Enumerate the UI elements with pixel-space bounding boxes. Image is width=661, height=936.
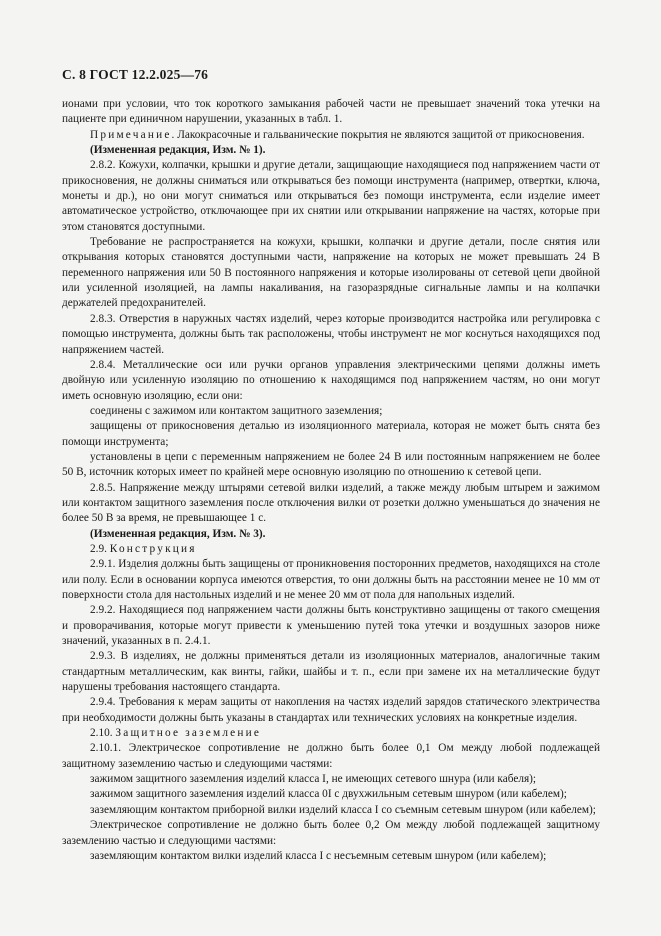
paragraph: 2.10.1. Электрическое сопротивление не должно быть более 0,1 Ом между любой подлежащей защитному заземлению частью и следующими частями: <box>62 742 600 770</box>
revision-note: (Измененная редакция, Изм. № 3). <box>90 527 266 540</box>
paragraph: 2.8.4. Металлические оси или ручки органов управления электрическими цепями должны иметь двойную или усиленную изоляцию по отношению к находящимся под напряжением частям, но они могут иметь основную изоляцию, если они: <box>62 358 600 402</box>
paragraph: Требование не распространяется на кожухи, крышки, колпачки и другие детали, после снятия или открывания которых становятся доступными части, напряжение на которых не может превышать 24 В переменного напряжения или 50 В постоянного напряжения и которые изолированы от сетевой цепи двойной или усиленной изоляцией, на лампы накаливания, на газоразрядные сигнальные лампы и на колпачки держателей предохранителей. <box>62 236 600 310</box>
section-heading <box>62 542 600 557</box>
paragraph: 2.8.5. Напряжение между штырями сетевой вилки изделий, а также между любым штырем и зажимом или контактом защитного заземления после отключения вилки от розетки должно уменьшаться до значения не более 50 В за время, не превышающее 1 с. <box>62 481 600 525</box>
paragraph: 2.8.2. Кожухи, колпачки, крышки и другие детали, защищающие находящиеся под напряжением части от прикосновения, не должны сниматься или открываться без помощи инструмента (например, отвертки, ключа, монеты и др.), но они могут сниматься или открываться без помощи инструмента, если изделие имеет автоматическое устройство, отключающее при их снятии или открывании напряжение на частях, которые при этом становятся доступными. <box>62 159 600 233</box>
list-item: заземляющим контактом приборной вилки изделий класса I со съемным сетевым шнуром (или кабелем); <box>90 803 596 816</box>
page-header: С. 8 ГОСТ 12.2.025—76 <box>62 67 209 82</box>
paragraph: 2.8.3. Отверстия в наружных частях изделий, через которые производится настройка или регулировка с помощью инструмента, должны быть так расположены, чтобы инструмент не мог коснуться находящихся под напряжением частей. <box>62 312 600 356</box>
revision-note: (Измененная редакция, Изм. № 1). <box>90 144 266 157</box>
list-item: зажимом защитного заземления изделий класса 0I с двухжильным сетевым шнуром (или кабелем); <box>90 788 567 801</box>
paragraph: 2.9.2. Находящиеся под напряжением части должны быть конструктивно защищены от такого смещения и проворачивания, которые могут привести к уменьшению путей тока утечки и воздушных зазоров ниже значений, указанных в п. 2.4.1. <box>62 604 600 648</box>
list-item: соединены с зажимом или контактом защитного заземления; <box>90 404 383 417</box>
section-number: 2.10. <box>90 727 113 740</box>
paragraph: 2.9.1. Изделия должны быть защищены от проникновения посторонних предметов, находящихся на столе или полу. Если в основании корпуса имеются отверстия, то они должны быть на расстоянии менее не 10 мм от поверхности стола для настольных изделий и не менее 20 мм от пола для напольных изделий. <box>62 558 600 601</box>
note-text: . Лакокрасочные и гальванические покрытия не являются защитой от прикосновения. <box>171 128 585 141</box>
document-body <box>62 97 600 864</box>
note-label: Примечание <box>90 128 172 141</box>
section-title: Конструкция <box>109 542 197 555</box>
paragraph: Электрическое сопротивление не должно быть более 0,2 Ом между любой подлежащей защитному заземлению частью и следующими частями: <box>62 819 600 847</box>
list-item: зажимом защитного заземления изделий класса I, не имеющих сетевого шнура (или кабеля); <box>90 773 537 786</box>
section-title: Защитное заземление <box>115 727 262 740</box>
list-item: защищены от прикосновения деталью из изоляционного материала, которая не может быть снята без помощи инструмента; <box>62 420 600 448</box>
paragraph: 2.9.3. В изделиях, не должны применяться детали из изоляционных материалов, аналогичные таким стандартным металлическим, как винты, гайки, шайбы и т. п., если при замене их на металлические будут нарушены требования настоящего стандарта. <box>62 650 600 694</box>
paragraph: 2.9.4. Требования к мерам защиты от накопления на частях изделий зарядов статического электричества при необходимости должны быть указаны в стандартах или технических условиях на конкретные изделия. <box>62 696 600 724</box>
list-item: заземляющим контактом вилки изделий класса I с несъемным сетевым шнуром (или кабелем); <box>90 849 547 862</box>
list-item: установлены в цепи с переменным напряжением не более 24 В или постоянным напряжением не более 50 В, источник которых имеет по крайней мере основную изоляцию по отношению к сетевой цепи. <box>62 450 600 479</box>
paragraph: ионами при условии, что ток короткого замыкания рабочей части не превышает значений тока утечки на пациенте при единичном нарушении, указанных в табл. 1. <box>62 98 600 126</box>
note-paragraph <box>62 128 600 143</box>
section-heading <box>62 726 600 741</box>
section-number: 2.9. <box>90 542 107 555</box>
